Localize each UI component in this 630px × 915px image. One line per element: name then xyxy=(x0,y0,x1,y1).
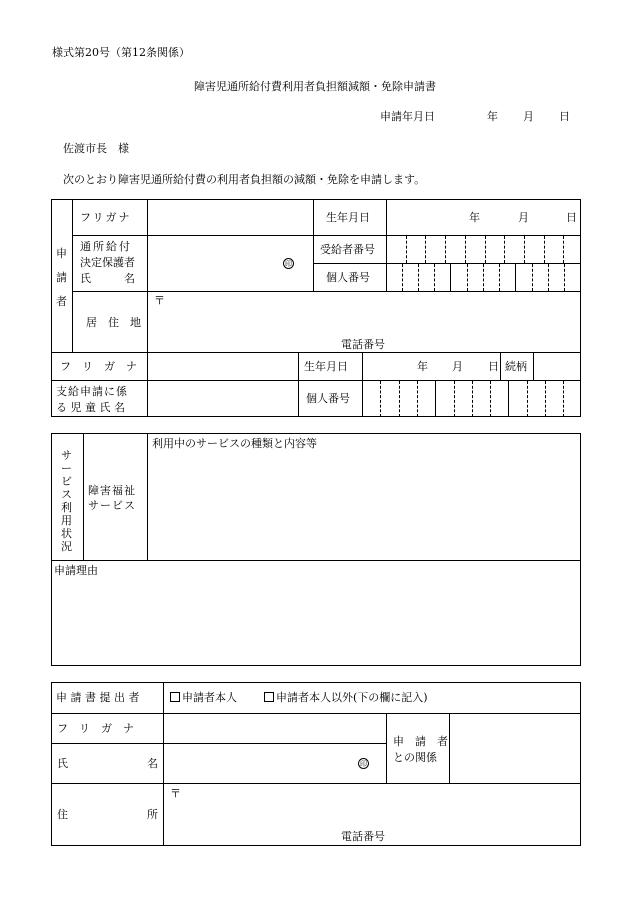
service-section-label-8: 況 xyxy=(61,540,72,553)
service-section-label-1: サ xyxy=(61,449,72,462)
child-birth-day: 日 xyxy=(488,360,499,373)
child-name-label-1: 支給申請に係 xyxy=(56,385,128,398)
guardian-name-label-2: 決定保護者 xyxy=(80,256,135,269)
application-date-label: 申請年月日 xyxy=(380,110,435,123)
submitter-postal-mark: 〒 xyxy=(170,787,181,800)
service-table xyxy=(51,433,581,666)
submitter-address-label-a: 住 xyxy=(57,808,68,821)
applicant-section-label-2: 請 xyxy=(56,271,67,284)
child-birth-year: 年 xyxy=(417,360,428,373)
residence-label: 居 住 地 xyxy=(86,316,141,329)
welfare-service-label-1: 障害福祉 xyxy=(88,484,136,497)
submitter-name-label-a: 氏 xyxy=(57,757,68,770)
self-checkbox[interactable] xyxy=(170,692,180,702)
reason-label: 申請理由 xyxy=(54,564,98,577)
applicant-section-label-3: 者 xyxy=(56,295,67,308)
recipient-number-label: 受給者番号 xyxy=(320,243,375,256)
child-personal-number-label: 個人番号 xyxy=(306,392,350,405)
service-section-label-7: 状 xyxy=(61,527,72,540)
child-furigana-label: フ リ ガ ナ xyxy=(60,360,137,373)
service-section-label-5: 利 xyxy=(61,501,72,514)
submitter-address-label-b: 所 xyxy=(147,808,158,821)
form-title: 障害児通所給付費利用者負担額減額・免除申請書 xyxy=(194,80,436,93)
submitter-table xyxy=(51,682,581,846)
child-relationship-label: 続柄 xyxy=(505,360,527,373)
child-birth-month: 月 xyxy=(452,360,463,373)
date-year: 年 xyxy=(487,110,498,123)
applicant-birth-month: 月 xyxy=(518,211,529,224)
service-section-label-6: 用 xyxy=(61,514,72,527)
submitter-furigana-label: フ リ ガ ナ xyxy=(57,722,134,735)
applicant-section-label-1: 申 xyxy=(56,247,67,260)
date-month: 月 xyxy=(523,110,534,123)
applicant-table xyxy=(51,199,581,417)
option-other-label: 申請者本人以外(下の欄に記入) xyxy=(276,691,428,704)
other-checkbox[interactable] xyxy=(264,692,274,702)
addressee: 佐渡市長 様 xyxy=(63,142,129,155)
service-content-label: 利用中のサービスの種類と内容等 xyxy=(152,437,317,450)
intro-text: 次のとおり障害児通所給付費の利用者負担額の減額・免除を申請します。 xyxy=(63,173,426,186)
guardian-name-label-3: 氏 名 xyxy=(80,272,135,285)
applicant-birth-day: 日 xyxy=(566,211,577,224)
applicant-birthdate-label: 生年月日 xyxy=(326,211,370,224)
child-name-label-2: る 児 童 氏 名 xyxy=(56,401,125,414)
relation-label-1: 申 請 者 xyxy=(393,735,448,748)
applicant-postal-mark: 〒 xyxy=(154,294,165,307)
child-birthdate-label: 生年月日 xyxy=(304,360,348,373)
welfare-service-label-2: サービス xyxy=(88,499,136,512)
service-section-label-2: ー xyxy=(61,462,72,475)
date-day: 日 xyxy=(559,110,570,123)
guardian-name-label-1: 通所給付 xyxy=(80,240,132,253)
applicant-furigana-label: フリガナ xyxy=(80,211,132,224)
relation-label-2: との関係 xyxy=(393,751,437,764)
submitter-phone-label: 電話番号 xyxy=(341,830,385,843)
submitter-name-label-b: 名 xyxy=(147,757,158,770)
option-self-label: 申請者本人 xyxy=(182,691,237,704)
option-other[interactable] xyxy=(264,691,428,704)
submitter-label: 申 請 書 提 出 者 xyxy=(56,691,140,704)
option-self[interactable] xyxy=(170,691,237,704)
applicant-personal-number-label: 個人番号 xyxy=(326,271,370,284)
service-section-label-3: ビ xyxy=(61,475,72,488)
applicant-phone-label: 電話番号 xyxy=(341,338,385,351)
applicant-birth-year: 年 xyxy=(469,211,480,224)
form-number: 様式第20号（第12条関係） xyxy=(52,46,190,59)
service-section-label-4: ス xyxy=(61,488,72,501)
submitter-seal-mark: 印 xyxy=(360,760,367,768)
applicant-seal-mark: 印 xyxy=(285,260,292,268)
